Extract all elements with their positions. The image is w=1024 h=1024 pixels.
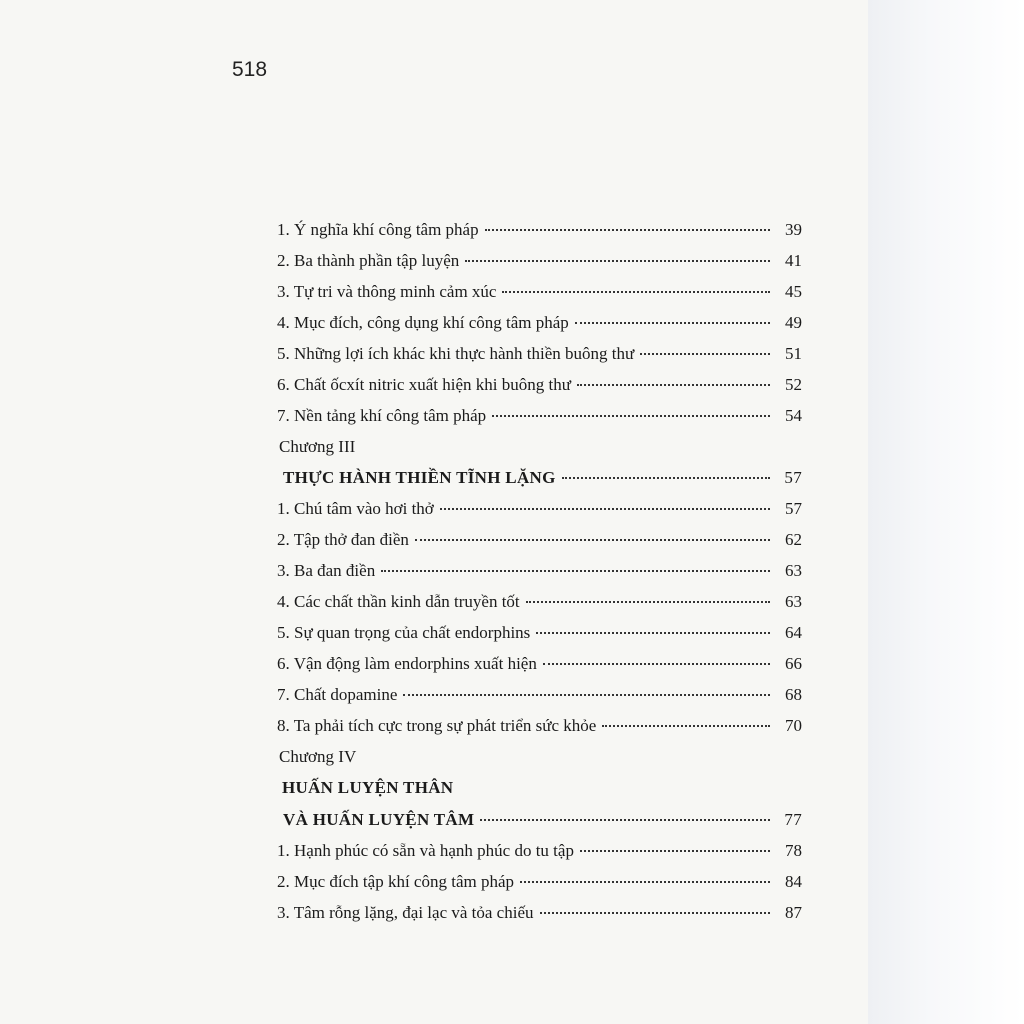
chapter-title-line-2: VÀ HUẤN LUYỆN TÂM [283, 810, 475, 829]
toc-entry [276, 499, 802, 530]
toc-entry-page: 49 [785, 313, 802, 332]
toc-entry-page: 57 [785, 499, 802, 518]
toc-entry [276, 561, 802, 592]
toc-entry [276, 220, 802, 251]
toc-entry-page: 63 [785, 592, 802, 611]
toc-entry-page: 84 [785, 872, 802, 891]
toc-entry-title: 2. Tập thở đan điền [277, 530, 409, 549]
dot-leader [480, 819, 770, 821]
toc-entry-page: 63 [785, 561, 802, 580]
dot-leader [536, 632, 770, 634]
toc-entry [276, 375, 802, 406]
chapter-title-line-1 [276, 778, 802, 810]
toc-entry-title: 7. Nền tảng khí công tâm pháp [277, 406, 487, 425]
chapter-page: 77 [784, 810, 802, 829]
toc-entry [276, 872, 802, 903]
toc-entry-title: 3. Tâm rỗng lặng, đại lạc và tỏa chiếu [277, 903, 534, 922]
toc-entry-title: 2. Ba thành phần tập luyện [277, 251, 460, 270]
toc-entry [276, 592, 802, 623]
toc-entry-title: 1. Ý nghĩa khí công tâm pháp [277, 220, 479, 239]
dot-leader [575, 322, 770, 324]
chapter-heading [276, 468, 802, 499]
toc-entry-title: 4. Các chất thần kinh dẫn truyền tốt [277, 592, 520, 611]
toc-entry-page: 39 [785, 220, 802, 239]
toc-entry [276, 406, 802, 437]
toc-entry [276, 251, 802, 282]
chapter-title: HUẤN LUYỆN THÂN [282, 778, 454, 797]
dot-leader [540, 912, 771, 914]
toc-entry [276, 344, 802, 375]
dot-leader [465, 260, 770, 262]
dot-leader [520, 881, 770, 883]
toc-entry [276, 903, 802, 934]
toc-entry-title: 4. Mục đích, công dụng khí công tâm pháp [277, 313, 569, 332]
toc-entry-title: 5. Sự quan trọng của chất endorphins [277, 623, 531, 642]
toc-entry-page: 62 [785, 530, 802, 549]
toc-entry [276, 841, 802, 872]
toc-entry [276, 716, 802, 747]
dot-leader [580, 850, 770, 852]
page-number: 518 [232, 58, 268, 81]
dot-leader [492, 415, 770, 417]
toc-entry-title: 3. Ba đan điền [277, 561, 376, 580]
toc-entry-page: 52 [785, 375, 802, 394]
dot-leader [543, 663, 770, 665]
toc-entry-title: 6. Vận động làm endorphins xuất hiện [277, 654, 537, 673]
dot-leader [485, 229, 770, 231]
toc-entry-page: 68 [785, 685, 802, 704]
chapter-heading [276, 810, 802, 841]
dot-leader [577, 384, 770, 386]
toc-entry-page: 45 [785, 282, 802, 301]
toc-entry [276, 530, 802, 561]
dot-leader [526, 601, 770, 603]
toc-entry-title: 1. Chú tâm vào hơi thở [277, 499, 434, 518]
toc-entry-page: 64 [785, 623, 802, 642]
chapter-label: Chương III [279, 437, 356, 456]
toc-entry-title: 8. Ta phải tích cực trong sự phát triển sức khỏe [277, 716, 597, 735]
toc-entry [276, 623, 802, 654]
toc-entry-page: 51 [785, 344, 802, 363]
dot-leader [381, 570, 770, 572]
toc-entry-title: 1. Hạnh phúc có sẵn và hạnh phúc do tu tập [277, 841, 574, 860]
toc-entry-page: 78 [785, 841, 802, 860]
dot-leader [640, 353, 770, 355]
toc-entry-title: 5. Những lợi ích khác khi thực hành thiền buông thư [277, 344, 635, 363]
dot-leader [562, 477, 770, 479]
toc-entry [276, 282, 802, 313]
dot-leader [440, 508, 770, 510]
table-of-contents [276, 220, 802, 934]
chapter-label: Chương IV [279, 747, 357, 766]
toc-entry-page: 70 [785, 716, 802, 735]
chapter-page: 57 [784, 468, 802, 487]
toc-entry-page: 54 [785, 406, 802, 425]
dot-leader [502, 291, 770, 293]
dot-leader [415, 539, 770, 541]
toc-entry [276, 685, 802, 716]
toc-entry-title: 6. Chất ốcxít nitric xuất hiện khi buông thư [277, 375, 571, 394]
dot-leader [403, 694, 770, 696]
dot-leader [602, 725, 770, 727]
toc-entry-page: 41 [785, 251, 802, 270]
toc-entry [276, 313, 802, 344]
toc-entry-page: 66 [785, 654, 802, 673]
toc-entry-title: 2. Mục đích tập khí công tâm pháp [277, 872, 515, 891]
toc-entry-title: 7. Chất dopamine [277, 685, 398, 704]
page-edge-shadow [868, 0, 1024, 1024]
toc-entry [276, 654, 802, 685]
toc-entry-title: 3. Tự tri và thông minh cảm xúc [277, 282, 497, 301]
toc-entry-page: 87 [785, 903, 802, 922]
chapter-title: THỰC HÀNH THIỀN TĨNH LẶNG [283, 468, 556, 487]
